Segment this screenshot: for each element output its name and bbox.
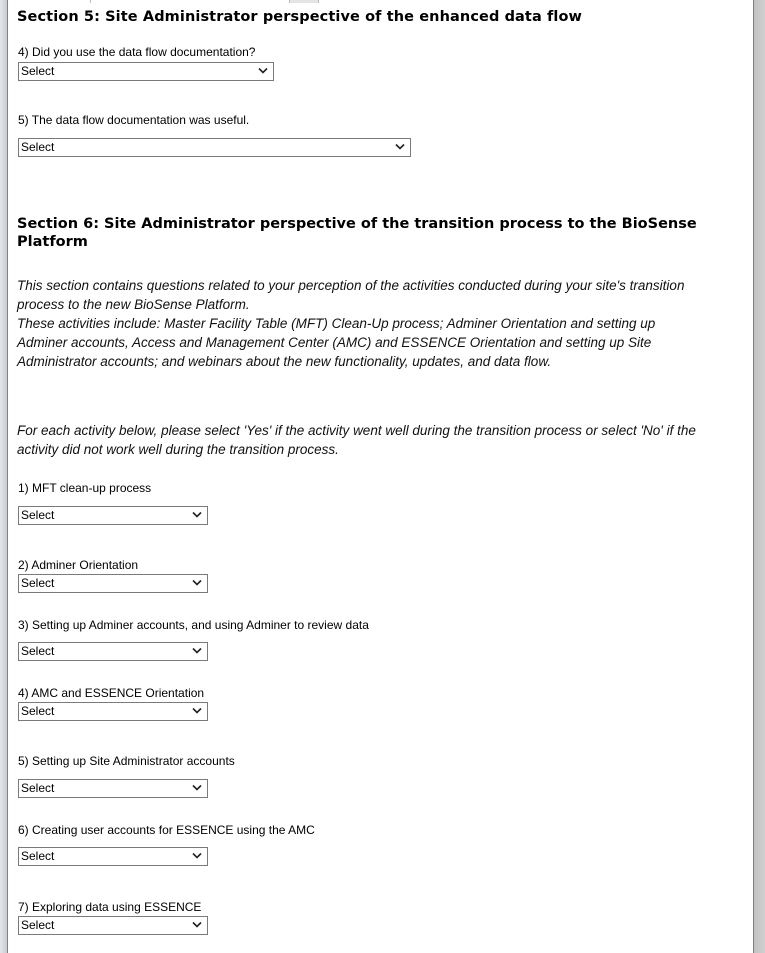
select-value: Select <box>21 508 55 522</box>
s6-q5-label: 5) Setting up Site Administrator accounts <box>18 754 235 768</box>
select-value: Select <box>21 918 55 932</box>
select-value: Select <box>21 849 55 863</box>
left-frame-border <box>7 0 8 953</box>
chevron-down-icon <box>192 579 202 587</box>
section-5-heading: Section 5: Site Administrator perspective of the enhanced data flow <box>17 9 583 25</box>
select-value: Select <box>21 576 55 590</box>
section-6-heading: Section 6: Site Administrator perspective of the transition process to the BioSense Platform <box>17 216 697 250</box>
s6-q4-label: 4) AMC and ESSENCE Orientation <box>18 686 205 700</box>
chevron-down-icon <box>192 852 202 860</box>
s6-q1-select[interactable] <box>18 506 208 525</box>
s5-q5-select[interactable] <box>18 138 411 157</box>
chevron-down-icon <box>192 784 202 792</box>
s6-q3-select[interactable] <box>18 642 208 661</box>
chevron-down-icon <box>192 647 202 655</box>
chevron-down-icon <box>395 143 405 151</box>
select-value: Select <box>21 140 55 154</box>
s5-q5-label: 5) The data flow documentation was useful. <box>18 113 250 127</box>
s6-q5-select[interactable] <box>18 779 208 798</box>
s6-q6-label: 6) Creating user accounts for ESSENCE using the AMC <box>18 823 315 837</box>
select-value: Select <box>21 644 55 658</box>
select-value: Select <box>21 704 55 718</box>
s6-q2-label: 2) Adminer Orientation <box>18 558 139 572</box>
select-value: Select <box>21 64 55 78</box>
s5-q4-select[interactable] <box>18 62 274 81</box>
s6-q4-select[interactable] <box>18 702 208 721</box>
chevron-down-icon <box>192 707 202 715</box>
s6-q6-select[interactable] <box>18 847 208 866</box>
section-6-activities-description: These activities include: Master Facility Table (MFT) Clean-Up process; Adminer Orientation and setting up Adminer accounts, Access and Management Center (AMC) and ESSENCE Orientation and setting up Site Administrator accounts; and webinars about the new functionality, updates, and data flow. <box>17 316 656 369</box>
s6-q7-label: 7) Exploring data using ESSENCE <box>18 900 202 914</box>
select-value: Select <box>21 781 55 795</box>
vertical-scrollbar[interactable] <box>754 0 765 953</box>
s5-q4-label: 4) Did you use the data flow documentation? <box>18 45 256 59</box>
s6-q1-label: 1) MFT clean-up process <box>18 481 152 495</box>
chevron-down-icon <box>258 67 268 75</box>
top-tab-stub <box>289 0 319 3</box>
s6-q7-select[interactable] <box>18 916 208 935</box>
chevron-down-icon <box>192 511 202 519</box>
top-divider <box>90 0 91 3</box>
s6-q3-label: 3) Setting up Adminer accounts, and using Adminer to review data <box>18 618 369 632</box>
left-window-gutter <box>0 0 7 953</box>
section-6-instructions: For each activity below, please select 'Yes' if the activity went well during the transition process or select 'No' if the activity did not work well during the transition process. <box>17 423 696 457</box>
chevron-down-icon <box>192 921 202 929</box>
section-6-intro: This section contains questions related to your perception of the activities conducted during your site's transition process to the new BioSense Platform. <box>17 278 685 312</box>
s6-q2-select[interactable] <box>18 574 208 593</box>
